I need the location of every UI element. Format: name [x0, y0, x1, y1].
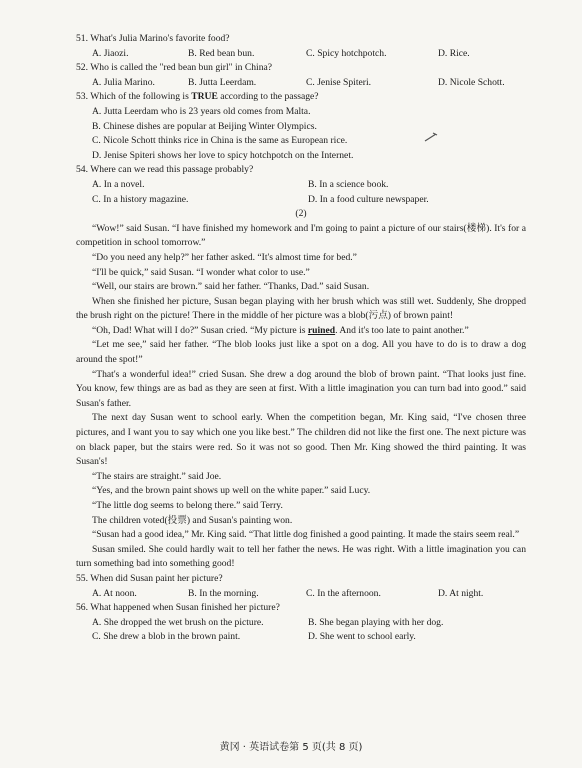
question-51-options — [76, 47, 526, 62]
q56-option-c: C. She drew a blob in the brown paint. — [92, 631, 241, 643]
passage-paragraph-13: The children voted(投票) and Susan's painting won. — [92, 514, 293, 526]
passage-paragraph-8: “That's a wonderful idea!” cried Susan. She drew a dog around the blob of brown paint. “That looks just fine. You know, few things are as bad as they are seen at first. With a little imagination you can turn bad into good.” said Susan's father. — [76, 368, 526, 409]
passage-paragraph-10: “The stairs are straight.” said Joe. — [92, 470, 222, 482]
q51-option-b: B. Red bean bun. — [188, 47, 255, 59]
q56-option-a: A. She dropped the wet brush on the picture. — [92, 616, 264, 628]
q55-option-b: B. In the morning. — [188, 587, 259, 599]
question-52-options — [76, 76, 526, 91]
question-55-stem: 55. When did Susan paint her picture? — [76, 572, 223, 584]
q56-option-b: B. She began playing with her dog. — [308, 616, 444, 628]
question-54-options — [76, 178, 526, 207]
q55-option-a: A. At noon. — [92, 587, 137, 599]
question-53-stem — [76, 90, 526, 105]
q53-stem-bold: TRUE — [191, 91, 218, 103]
passage-paragraph-1: “Wow!” said Susan. “I have finished my homework and I'm going to paint a picture of our stairs(楼梯). It's for a competition in school tomorrow.” — [76, 222, 526, 249]
q56-option-d: D. She went to school early. — [308, 631, 416, 643]
page-footer: 黄冈 · 英语试卷第 5 页(共 8 页) — [219, 742, 363, 753]
passage-paragraph-12: “The little dog seems to belong there.” said Terry. — [92, 500, 283, 511]
q54-option-b: B. In a science book. — [308, 178, 389, 190]
q51-option-a: A. Jiaozi. — [92, 47, 129, 59]
q53-option-b: B. Chinese dishes are popular at Beijing Winter Olympics. — [92, 120, 317, 132]
ruined-post: . And it's too late to paint another.” — [335, 324, 469, 336]
ruined-word: ruined — [307, 324, 336, 336]
passage-paragraph-15: Susan smiled. She could hardly wait to tell her father the news. He was right. With a little imagination you can turn something bad into something good! — [76, 543, 526, 570]
question-52-stem: 52. Who is called the "red bean bun girl" in China? — [76, 62, 273, 74]
q55-option-d: D. At night. — [438, 587, 484, 599]
section-heading: (2) — [295, 208, 307, 220]
passage-paragraph-11: “Yes, and the brown paint shows up well on the white paper.” said Lucy. — [92, 485, 371, 497]
q52-option-d: D. Nicole Schott. — [438, 76, 505, 88]
passage-paragraph-14: “Susan had a good idea,” Mr. King said. “That little dog finished a good painting. It made the stairs seem real.” — [92, 529, 520, 541]
q51-option-c: C. Spicy hotchpotch. — [306, 47, 387, 59]
q53-option-a: A. Jutta Leerdam who is 23 years old comes from Malta. — [92, 105, 311, 117]
question-51-stem: 51. What's Julia Marino's favorite food? — [76, 33, 230, 44]
q53-stem-pre: 53. Which of the following is — [76, 91, 192, 103]
q54-option-d: D. In a food culture newspaper. — [308, 193, 429, 205]
q52-option-b: B. Jutta Leerdam. — [188, 76, 257, 88]
page-content — [76, 32, 526, 645]
question-53-options — [76, 105, 526, 163]
passage-paragraph-2: “Do you need any help?” her father asked. “It's almost time for bed.” — [92, 251, 357, 263]
ruined-pre: “Oh, Dad! What will I do?” Susan cried. “My picture is — [92, 324, 308, 336]
q52-option-a: A. Julia Marino. — [92, 76, 155, 88]
passage-paragraph-4: “Well, our stairs are brown.” said her father. “Thanks, Dad.” said Susan. — [92, 281, 370, 293]
passage-paragraph-6 — [76, 324, 526, 339]
q54-option-c: C. In a history magazine. — [92, 193, 189, 205]
q53-option-d: D. Jenise Spiteri shows her love to spicy hotchpotch on the Internet. — [92, 149, 354, 161]
pen-mark-icon — [424, 132, 438, 142]
q55-option-c: C. In the afternoon. — [306, 587, 381, 599]
q52-option-c: C. Jenise Spiteri. — [306, 76, 372, 88]
passage-paragraph-7: “Let me see,” said her father. “The blob looks just like a spot on a dog. All you have to do is to draw a dog around the spot!” — [76, 339, 526, 366]
q53-stem-post: according to the passage? — [217, 91, 319, 103]
question-56-options — [76, 616, 526, 645]
passage-paragraph-3: “I'll be quick,” said Susan. “I wonder what color to use.” — [92, 266, 310, 278]
q53-option-c: C. Nicole Schott thinks rice in China is the same as European rice. — [92, 135, 348, 147]
passage-paragraph-9: The next day Susan went to school early. When the competition began, Mr. King said, “I've chosen three pictures, and I want you to say which one you like best.” The children did not like the first one. The next picture was on black paper, but the stairs were red. So it was not so good. Then Mr. King showed the third painting. It was Susan's! — [76, 412, 526, 468]
question-56-stem: 56. What happened when Susan finished her picture? — [76, 602, 280, 614]
q54-option-a: A. In a novel. — [92, 178, 145, 190]
q51-option-d: D. Rice. — [438, 47, 470, 59]
passage-paragraph-5: When she finished her picture, Susan began playing with her brush which was still wet. Suddenly, She dropped the brush right on the picture! There in the middle of her picture was a blob(污点) of brown paint! — [76, 295, 526, 322]
question-55-options — [76, 587, 526, 602]
question-54-stem: 54. Where can we read this passage probably? — [76, 164, 254, 176]
